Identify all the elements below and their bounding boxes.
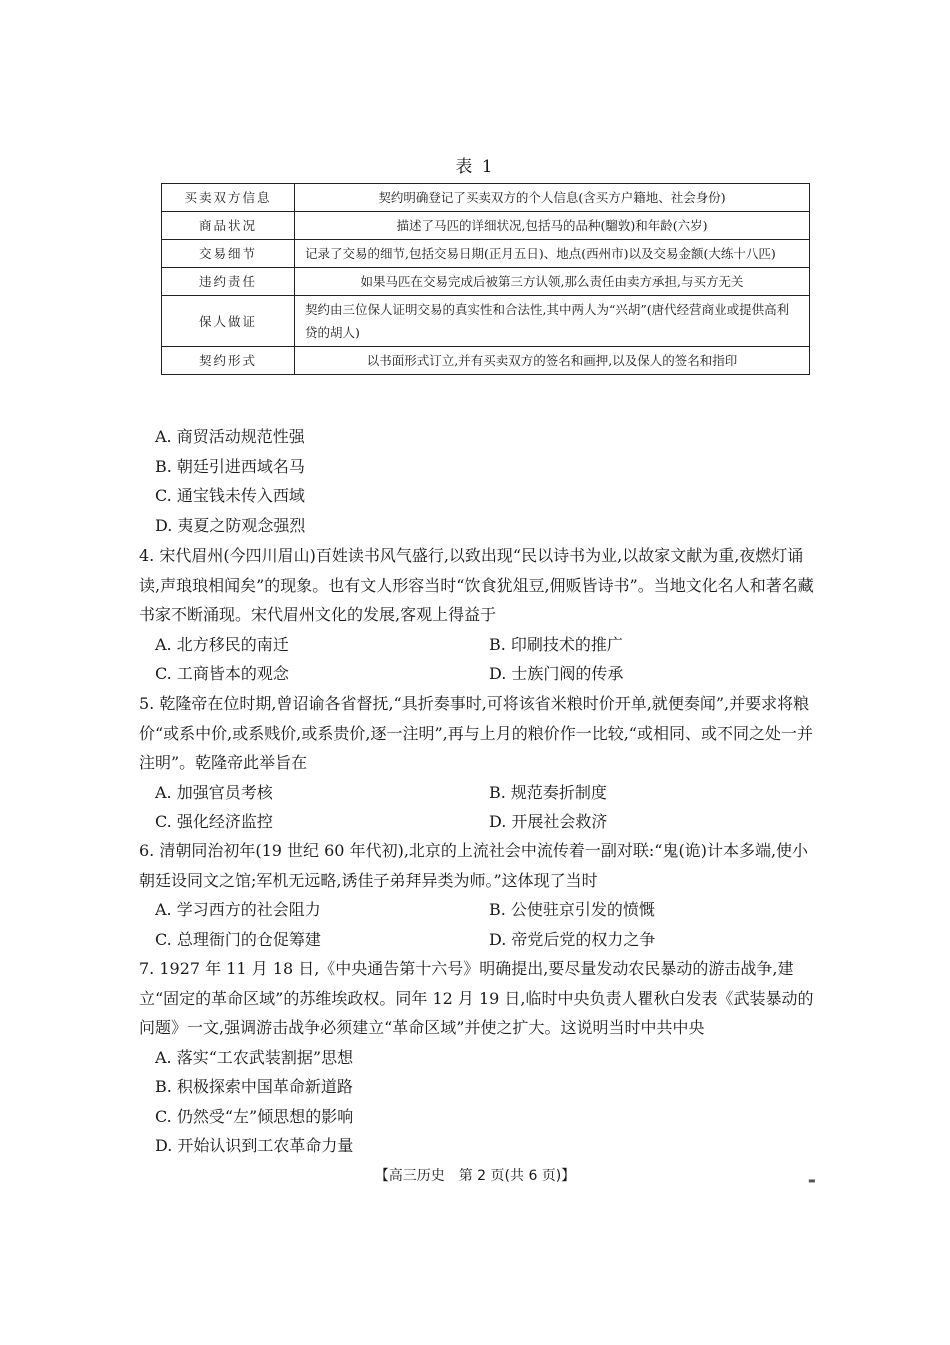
options-row xyxy=(139,925,819,955)
option-b[interactable]: B. 规范奏折制度 xyxy=(489,782,607,802)
option-c[interactable]: C. 仍然受“左”倾思想的影响 xyxy=(155,1106,354,1126)
row-content: 记录了交易的细节,包括交易日期(正月五日)、地点(西州市)以及交易金额(大练十八匹) xyxy=(295,240,810,268)
contract-table xyxy=(161,183,810,375)
option-b[interactable]: B. 公使驻京引发的愤慨 xyxy=(489,900,655,919)
question-6 xyxy=(139,836,819,954)
row-content: 描述了马匹的详细状况,包括马的品种(騮敦)和年龄(六岁) xyxy=(295,212,810,240)
table-row xyxy=(162,240,810,268)
options-row xyxy=(139,895,819,925)
page-footer: 【高三历史 第 2 页(共 6 页)】 xyxy=(374,1168,576,1184)
option-a[interactable]: A. 商贸活动规范性强 xyxy=(155,427,305,446)
option-d[interactable]: D. 开展社会救济 xyxy=(489,812,608,831)
row-label: 买卖双方信息 xyxy=(162,184,295,212)
question-5 xyxy=(139,689,819,837)
option-c[interactable]: C. 强化经济监控 xyxy=(155,812,273,831)
question-stem: 5. 乾隆帝在位时期,曾诏谕各省督抚,“具折奏事时,可将该省米粮时价开单,就便奏闻”,并要求将粮价“或系中价,或系贱价,或系贵价,逐一注明”,再与上月的粮价作一比较,“或相同、或不同之处一并注明”。乾隆帝此举旨在 xyxy=(139,694,813,772)
option-c[interactable]: C. 总理衙门的仓促筹建 xyxy=(155,929,321,949)
options-row xyxy=(139,807,819,837)
row-content: 契约明确登记了买卖双方的个人信息(含买方户籍地、社会身份) xyxy=(295,184,810,212)
question-3-options xyxy=(139,422,819,540)
question-4 xyxy=(139,541,819,689)
option-a[interactable]: A. 北方移民的南迁 xyxy=(155,634,289,654)
row-content: 以书面形式订立,并有买卖双方的签名和画押,以及保人的签名和指印 xyxy=(295,347,810,375)
table-caption: 表 1 xyxy=(455,157,495,177)
option-b[interactable]: B. 积极探索中国革命新道路 xyxy=(155,1077,353,1096)
option-b[interactable]: B. 印刷技术的推广 xyxy=(489,634,623,654)
option-d[interactable]: D. 帝党后党的权力之争 xyxy=(489,929,656,949)
row-label: 保人做证 xyxy=(162,296,295,347)
row-content: 契约由三位保人证明交易的真实性和合法性,其中两人为“兴胡”(唐代经营商业或提供高利贷的胡人) xyxy=(295,296,810,347)
row-label: 契约形式 xyxy=(162,347,295,375)
question-7 xyxy=(139,954,819,1161)
scan-mark: ▬ xyxy=(808,1176,816,1185)
question-stem: 6. 清朝同治初年(19 世纪 60 年代初),北京的上流社会中流传着一副对联:“鬼(诡)计本多端,使小朝廷设同文之馆;军机无远略,诱佳子弟拜异类为师。”这体现了当时 xyxy=(139,841,809,890)
row-content: 如果马匹在交易完成后被第三方认领,那么责任由卖方承担,与买方无关 xyxy=(295,268,810,296)
row-label: 交易细节 xyxy=(162,240,295,268)
question-stem: 7. 1927 年 11 月 18 日,《中央通告第十六号》明确提出,要尽量发动农民暴动的游击战争,建立“固定的革命区域”的苏维埃政权。同年 12 月 19 日,临时中央负责人瞿秋白发表《武装暴动的问题》一文,强调游击战争必须建立“革命区域”并使之扩大。这说明当时中共中央 xyxy=(139,959,814,1037)
table-row xyxy=(162,184,810,212)
question-stem: 4. 宋代眉州(今四川眉山)百姓读书风气盛行,以致出现“民以诗书为业,以故家文献为重,夜燃灯诵读,声琅琅相闻矣”的现象。也有文人形容当时“饮食犹俎豆,佣贩皆诗书”。当地文化名人和著名藏书家不断涌现。宋代眉州文化的发展,客观上得益于 xyxy=(139,546,814,624)
options-row xyxy=(139,778,819,808)
row-label: 违约责任 xyxy=(162,268,295,296)
options-row xyxy=(139,630,819,660)
option-d[interactable]: D. 开始认识到工农革命力量 xyxy=(155,1136,354,1155)
option-c[interactable]: C. 工商皆本的观念 xyxy=(155,664,289,683)
table-row xyxy=(162,268,810,296)
option-a[interactable]: A. 学习西方的社会阻力 xyxy=(155,900,321,919)
option-d[interactable]: D. 夷夏之防观念强烈 xyxy=(155,515,306,535)
option-d[interactable]: D. 士族门阀的传承 xyxy=(489,664,624,683)
options-row xyxy=(139,659,819,689)
table-row xyxy=(162,347,810,375)
row-label: 商品状况 xyxy=(162,212,295,240)
option-b[interactable]: B. 朝廷引进西域名马 xyxy=(155,456,305,476)
option-a[interactable]: A. 落实“工农武装割据”思想 xyxy=(155,1047,354,1067)
table-row xyxy=(162,296,810,347)
option-c[interactable]: C. 通宝钱未传入西域 xyxy=(155,486,305,505)
table-row xyxy=(162,212,810,240)
option-a[interactable]: A. 加强官员考核 xyxy=(155,782,273,802)
